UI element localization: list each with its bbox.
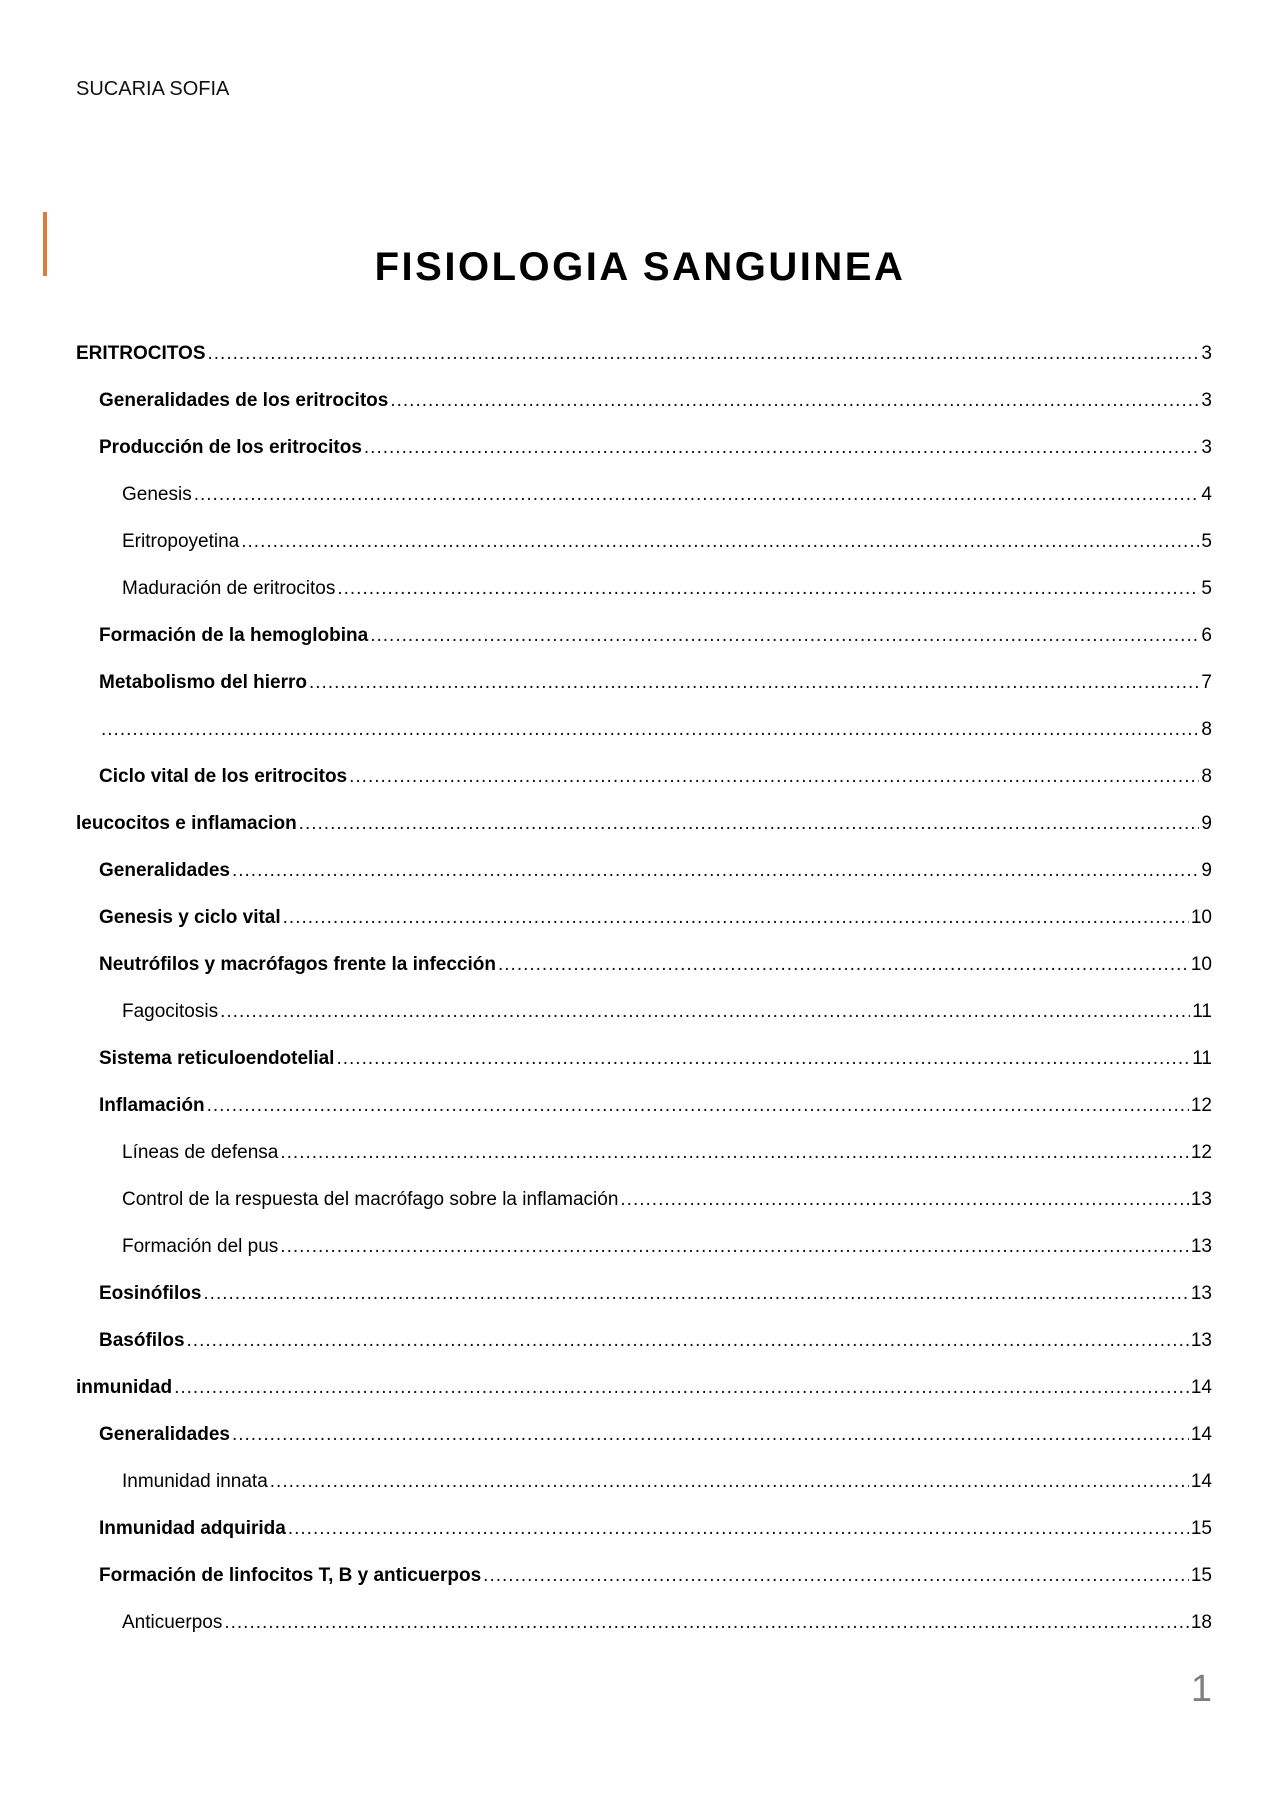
toc-entry[interactable]	[76, 847, 1212, 894]
toc-entry-page: 13	[1190, 1235, 1212, 1257]
toc-entry-page: 6	[1201, 624, 1212, 646]
toc-dot-leader	[498, 954, 1189, 976]
toc-dot-leader	[232, 860, 1199, 882]
toc-entry[interactable]	[76, 894, 1212, 941]
toc-entry-label: Metabolismo del hierro	[99, 671, 307, 693]
toc-entry-label: Genesis y ciclo vital	[99, 906, 281, 928]
toc-dot-leader	[101, 719, 1199, 741]
toc-dot-leader	[174, 1377, 1189, 1399]
toc-entry-page: 9	[1201, 859, 1212, 881]
toc-entry[interactable]	[76, 1129, 1212, 1176]
toc-entry[interactable]	[76, 1176, 1212, 1223]
toc-entry-label: Generalidades	[99, 859, 230, 881]
toc-entry[interactable]	[76, 1364, 1212, 1411]
toc-dot-leader	[207, 1095, 1189, 1117]
toc-entry-label: Basófilos	[99, 1329, 185, 1351]
toc-dot-leader	[224, 1612, 1189, 1634]
toc-entry-page: 8	[1201, 718, 1212, 740]
toc-entry-page: 7	[1201, 671, 1212, 693]
toc-dot-leader	[364, 437, 1200, 459]
toc-entry-page: 10	[1190, 906, 1212, 928]
toc-entry-label: inmunidad	[76, 1376, 173, 1398]
toc-entry-label: ERITROCITOS	[76, 342, 206, 364]
toc-dot-leader	[283, 907, 1189, 929]
toc-entry-label: Maduración de eritrocitos	[122, 577, 336, 599]
toc-dot-leader	[280, 1236, 1189, 1258]
toc-dot-leader	[299, 813, 1200, 835]
toc-dot-leader	[194, 484, 1200, 506]
toc-dot-leader	[288, 1518, 1189, 1540]
toc-entry-page: 13	[1190, 1188, 1212, 1210]
toc-entry-page: 12	[1190, 1094, 1212, 1116]
toc-entry-page: 12	[1190, 1141, 1212, 1163]
toc-dot-leader	[620, 1189, 1188, 1211]
toc-entry[interactable]	[76, 612, 1212, 659]
toc-entry-page: 3	[1201, 436, 1212, 458]
toc-entry[interactable]	[76, 377, 1212, 424]
document-title: FISIOLOGIA SANGUINEA	[374, 244, 906, 289]
toc-entry-page: 10	[1190, 953, 1212, 975]
toc-entry-page: 5	[1201, 577, 1212, 599]
toc-dot-leader	[208, 343, 1200, 365]
toc-dot-leader	[336, 1048, 1190, 1070]
toc-entry-label: Eosinófilos	[99, 1282, 202, 1304]
toc-entry-page: 14	[1190, 1423, 1212, 1445]
toc-entry[interactable]	[76, 471, 1212, 518]
toc-entry[interactable]	[76, 424, 1212, 471]
toc-entry-label: Sistema reticuloendotelial	[99, 1047, 335, 1069]
toc-dot-leader	[280, 1142, 1189, 1164]
toc-entry[interactable]	[76, 1458, 1212, 1505]
toc-entry-label: Producción de los eritrocitos	[99, 436, 362, 458]
toc-entry-label: Generalidades	[99, 1423, 230, 1445]
toc-entry[interactable]	[76, 753, 1212, 800]
toc-entry-label: Ciclo vital de los eritrocitos	[99, 765, 348, 787]
toc-entry-page: 11	[1192, 1000, 1212, 1022]
toc-entry[interactable]	[76, 1082, 1212, 1129]
toc-dot-leader	[241, 531, 1199, 553]
toc-entry-label: Fagocitosis	[122, 1000, 219, 1022]
toc-entry-label: Eritropoyetina	[122, 530, 240, 552]
toc-entry-page: 13	[1190, 1329, 1212, 1351]
toc-entry[interactable]	[76, 1035, 1212, 1082]
toc-entry-page: 3	[1201, 389, 1212, 411]
table-of-contents	[76, 330, 1212, 1646]
toc-entry-label: Neutrófilos y macrófagos frente la infección	[99, 953, 496, 975]
toc-entry[interactable]	[76, 1317, 1212, 1364]
toc-entry-page: 4	[1201, 483, 1212, 505]
toc-dot-leader	[370, 625, 1199, 647]
toc-dot-leader	[349, 766, 1199, 788]
toc-entry-label: Inmunidad innata	[122, 1470, 268, 1492]
toc-entry[interactable]	[76, 800, 1212, 847]
toc-entry-page: 13	[1190, 1282, 1212, 1304]
toc-entry-label: Generalidades de los eritrocitos	[99, 389, 389, 411]
toc-entry[interactable]	[76, 988, 1212, 1035]
toc-entry-page: 5	[1201, 530, 1212, 552]
toc-entry-label: Formación del pus	[122, 1235, 279, 1257]
toc-entry-label: Formación de la hemoglobina	[99, 624, 369, 646]
toc-entry-page: 3	[1201, 342, 1212, 364]
toc-entry[interactable]	[76, 1505, 1212, 1552]
toc-entry[interactable]	[76, 1411, 1212, 1458]
toc-entry[interactable]	[76, 1223, 1212, 1270]
page-number: 1	[1190, 1668, 1212, 1710]
toc-entry-page: 9	[1201, 812, 1212, 834]
toc-dot-leader	[483, 1565, 1189, 1587]
toc-entry-label: Inflamación	[99, 1094, 205, 1116]
toc-entry[interactable]	[76, 330, 1212, 377]
toc-entry[interactable]	[76, 1270, 1212, 1317]
toc-dot-leader	[390, 390, 1199, 412]
toc-entry[interactable]	[76, 1552, 1212, 1599]
toc-entry-page: 14	[1190, 1470, 1212, 1492]
toc-entry-label: Líneas de defensa	[122, 1141, 279, 1163]
toc-dot-leader	[309, 672, 1199, 694]
toc-dot-leader	[187, 1330, 1189, 1352]
toc-entry-page: 14	[1190, 1376, 1212, 1398]
toc-entry-label: leucocitos e inflamacion	[76, 812, 297, 834]
toc-entry[interactable]	[76, 518, 1212, 565]
toc-dot-leader	[270, 1471, 1189, 1493]
toc-dot-leader	[232, 1424, 1189, 1446]
toc-dot-leader	[220, 1001, 1190, 1023]
toc-entry-page: 15	[1190, 1564, 1212, 1586]
toc-entry-page: 15	[1190, 1517, 1212, 1539]
toc-dot-leader	[337, 578, 1199, 600]
toc-entry[interactable]	[76, 565, 1212, 612]
toc-entry-page: 11	[1192, 1047, 1212, 1069]
toc-entry-label: Anticuerpos	[122, 1611, 223, 1633]
toc-entry-label: Formación de linfocitos T, B y anticuerpos	[99, 1564, 482, 1586]
toc-entry[interactable]	[76, 941, 1212, 988]
toc-entry-page: 8	[1201, 765, 1212, 787]
toc-entry[interactable]	[76, 1599, 1212, 1646]
toc-entry-label: Inmunidad adquirida	[99, 1517, 286, 1539]
header-author: SUCARIA SOFIA	[76, 78, 230, 100]
toc-entry-page: 18	[1190, 1611, 1212, 1633]
toc-entry-label: Control de la respuesta del macrófago sobre la inflamación	[122, 1188, 619, 1210]
toc-entry[interactable]	[76, 659, 1212, 706]
toc-entry-label: Genesis	[122, 483, 192, 505]
toc-entry[interactable]	[76, 706, 1212, 753]
toc-dot-leader	[203, 1283, 1188, 1305]
